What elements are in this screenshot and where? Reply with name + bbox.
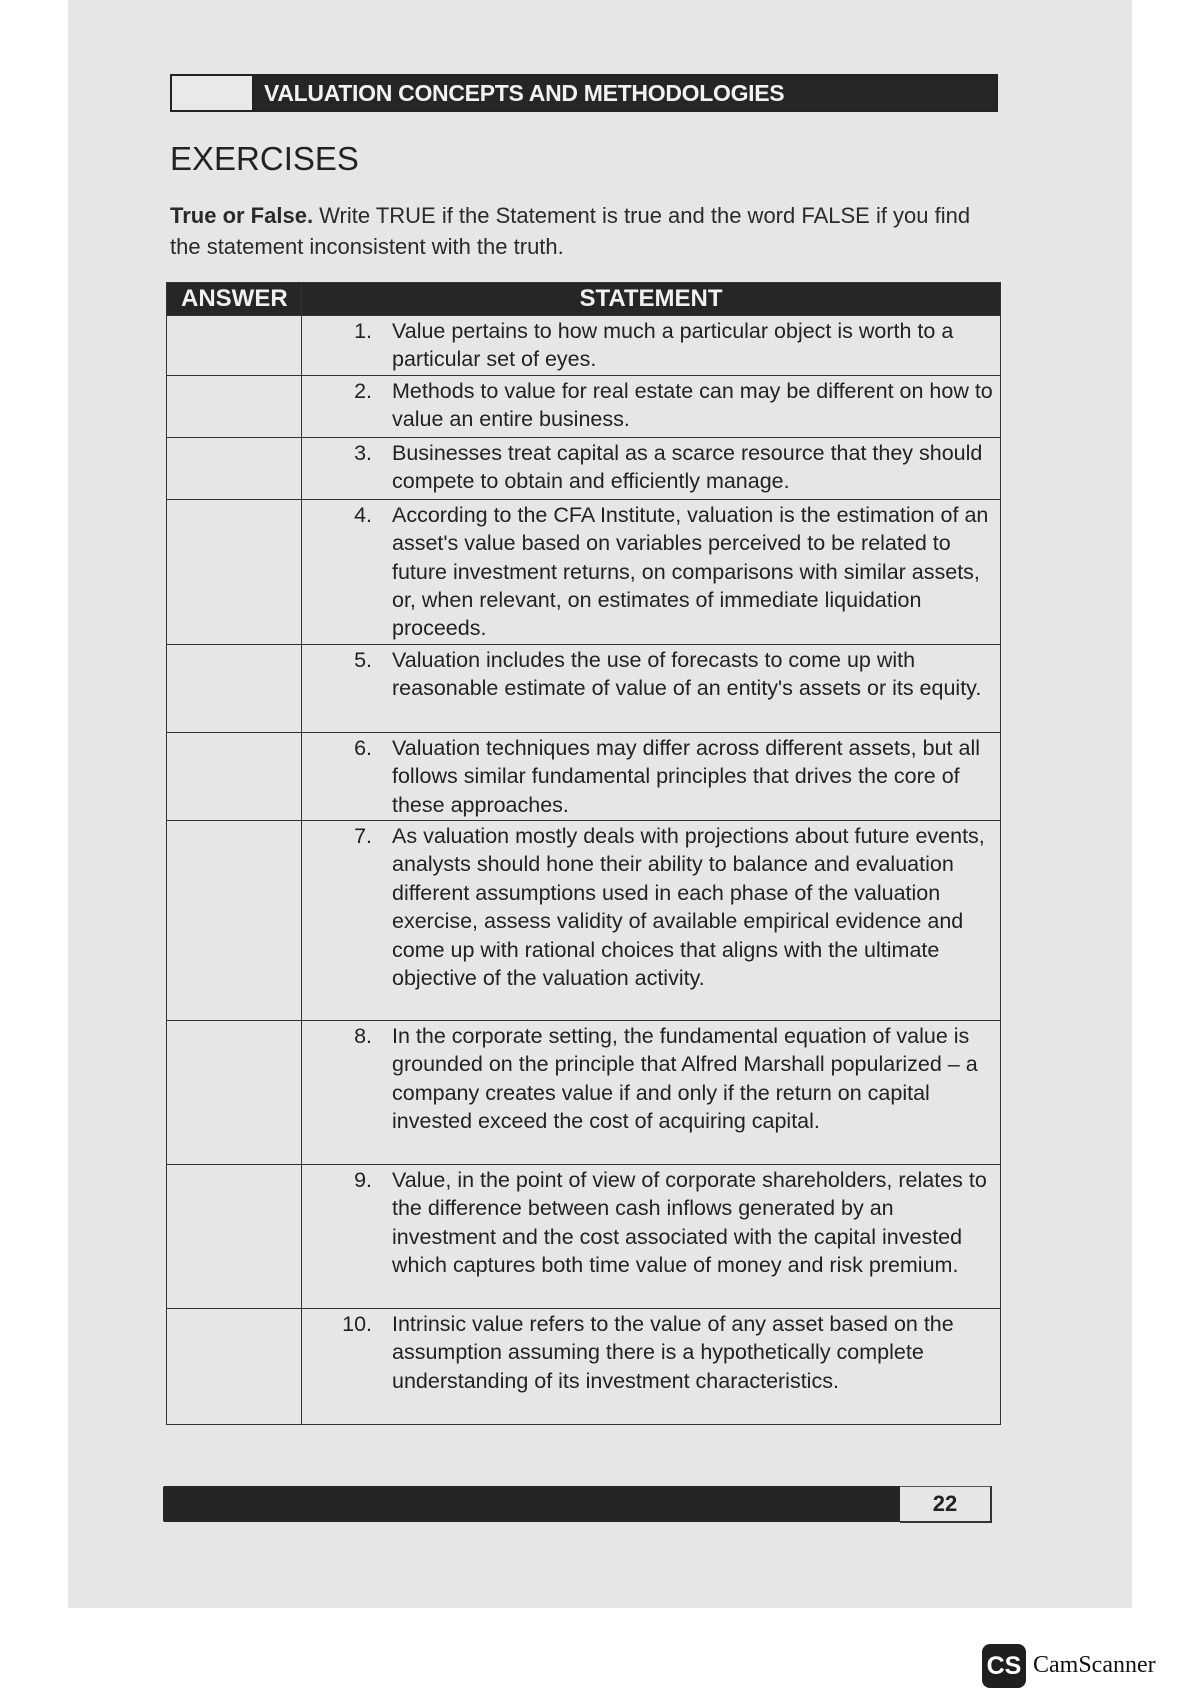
table-row xyxy=(167,375,1001,437)
table-row xyxy=(167,1309,1001,1425)
table-row xyxy=(167,499,1001,644)
table-header-row xyxy=(167,283,1001,316)
table-row xyxy=(167,821,1001,1021)
answer-cell[interactable] xyxy=(167,644,302,732)
footer-bar xyxy=(163,1486,903,1522)
table-row xyxy=(167,644,1001,732)
statement-cell xyxy=(302,1165,1001,1309)
chapter-title: VALUATION CONCEPTS AND METHODOLOGIES xyxy=(264,80,785,106)
table-row xyxy=(167,1021,1001,1165)
statement-cell xyxy=(302,499,1001,644)
true-false-table xyxy=(166,282,1001,1425)
statement-text: Businesses treat capital as a scarce resource that they should compete to obtain and efficiently manage. xyxy=(392,440,983,494)
section-title: EXERCISES xyxy=(170,140,359,177)
statement-number: 2. xyxy=(354,378,372,403)
statement-number: 4. xyxy=(354,502,372,527)
instructions-text: Write TRUE if the Statement is true and the word FALSE if you find the statement inconsistent with the truth. xyxy=(170,203,971,259)
answer-cell[interactable] xyxy=(167,1165,302,1309)
statement-cell xyxy=(302,316,1001,376)
statement-text: Value, in the point of view of corporate shareholders, relates to the difference between cash inflows generated by an investment and the cost associated with the capital invested which captures both time value of money and risk premium. xyxy=(392,1168,987,1278)
instructions xyxy=(170,200,1002,262)
table-row xyxy=(167,316,1001,376)
statement-cell xyxy=(302,821,1001,1021)
statement-text: As valuation mostly deals with projections about future events, analysts should hone their ability to balance and evaluation different assumptions used in each phase of the valuation exercise, assess validity of available empirical evidence and come up with rational choices that aligns with the ultimate objective of the valuation activity. xyxy=(392,824,985,991)
page-number-box xyxy=(900,1486,992,1523)
statement-cell xyxy=(302,437,1001,499)
statement-number: 10. xyxy=(342,1312,372,1337)
table-row xyxy=(167,437,1001,499)
answer-cell[interactable] xyxy=(167,732,302,820)
answer-cell[interactable] xyxy=(167,499,302,644)
answer-cell[interactable] xyxy=(167,1309,302,1425)
answer-cell[interactable] xyxy=(167,375,302,437)
statement-text: Intrinsic value refers to the value of any asset based on the assumption assuming there is a hypothetically complete understanding of its investment characteristics. xyxy=(392,1312,954,1393)
statement-cell xyxy=(302,644,1001,732)
answer-column-header: ANSWER xyxy=(167,283,302,316)
statement-number: 6. xyxy=(354,735,372,760)
chapter-header-bar xyxy=(170,74,998,112)
statement-cell xyxy=(302,1021,1001,1165)
statement-text: Valuation techniques may differ across different assets, but all follows similar fundamental principles that drives the core of these approaches. xyxy=(392,735,980,817)
statement-text: Methods to value for real estate can may be different on how to value an entire business. xyxy=(392,378,993,432)
statement-number: 8. xyxy=(354,1024,372,1049)
statement-number: 3. xyxy=(354,440,372,465)
statement-cell xyxy=(302,732,1001,820)
answer-cell[interactable] xyxy=(167,821,302,1021)
statement-text: According to the CFA Institute, valuation is the estimation of an asset's value based on variables perceived to be related to future investment returns, on comparisons with similar assets, or, when relevant, on estimates of immediate liquidation proceeds. xyxy=(392,502,989,641)
statement-text: Valuation includes the use of forecasts to come up with reasonable estimate of value of an entity's assets or its equity. xyxy=(392,647,982,701)
camscanner-logo-icon: CS xyxy=(982,1644,1026,1688)
statement-column-header: STATEMENT xyxy=(302,283,1001,316)
statement-text: Value pertains to how much a particular object is worth to a particular set of eyes. xyxy=(392,319,954,372)
header-box xyxy=(172,76,254,110)
table-row xyxy=(167,732,1001,820)
answer-cell[interactable] xyxy=(167,1021,302,1165)
table-row xyxy=(167,1165,1001,1309)
answer-cell[interactable] xyxy=(167,316,302,376)
camscanner-wordmark: CamScanner xyxy=(1033,1652,1156,1678)
statement-number: 9. xyxy=(354,1168,372,1193)
statement-cell xyxy=(302,1309,1001,1425)
statement-cell xyxy=(302,375,1001,437)
statement-number: 1. xyxy=(354,319,372,343)
statement-number: 5. xyxy=(354,647,372,672)
page-number: 22 xyxy=(932,1491,958,1516)
statement-number: 7. xyxy=(354,824,372,849)
statement-text: In the corporate setting, the fundamental equation of value is grounded on the principle that Alfred Marshall popularized – a company creates value if and only if the return on capital invested exceed the cost of acquiring capital. xyxy=(392,1024,978,1134)
answer-cell[interactable] xyxy=(167,437,302,499)
instructions-lead: True or False. xyxy=(170,203,314,228)
